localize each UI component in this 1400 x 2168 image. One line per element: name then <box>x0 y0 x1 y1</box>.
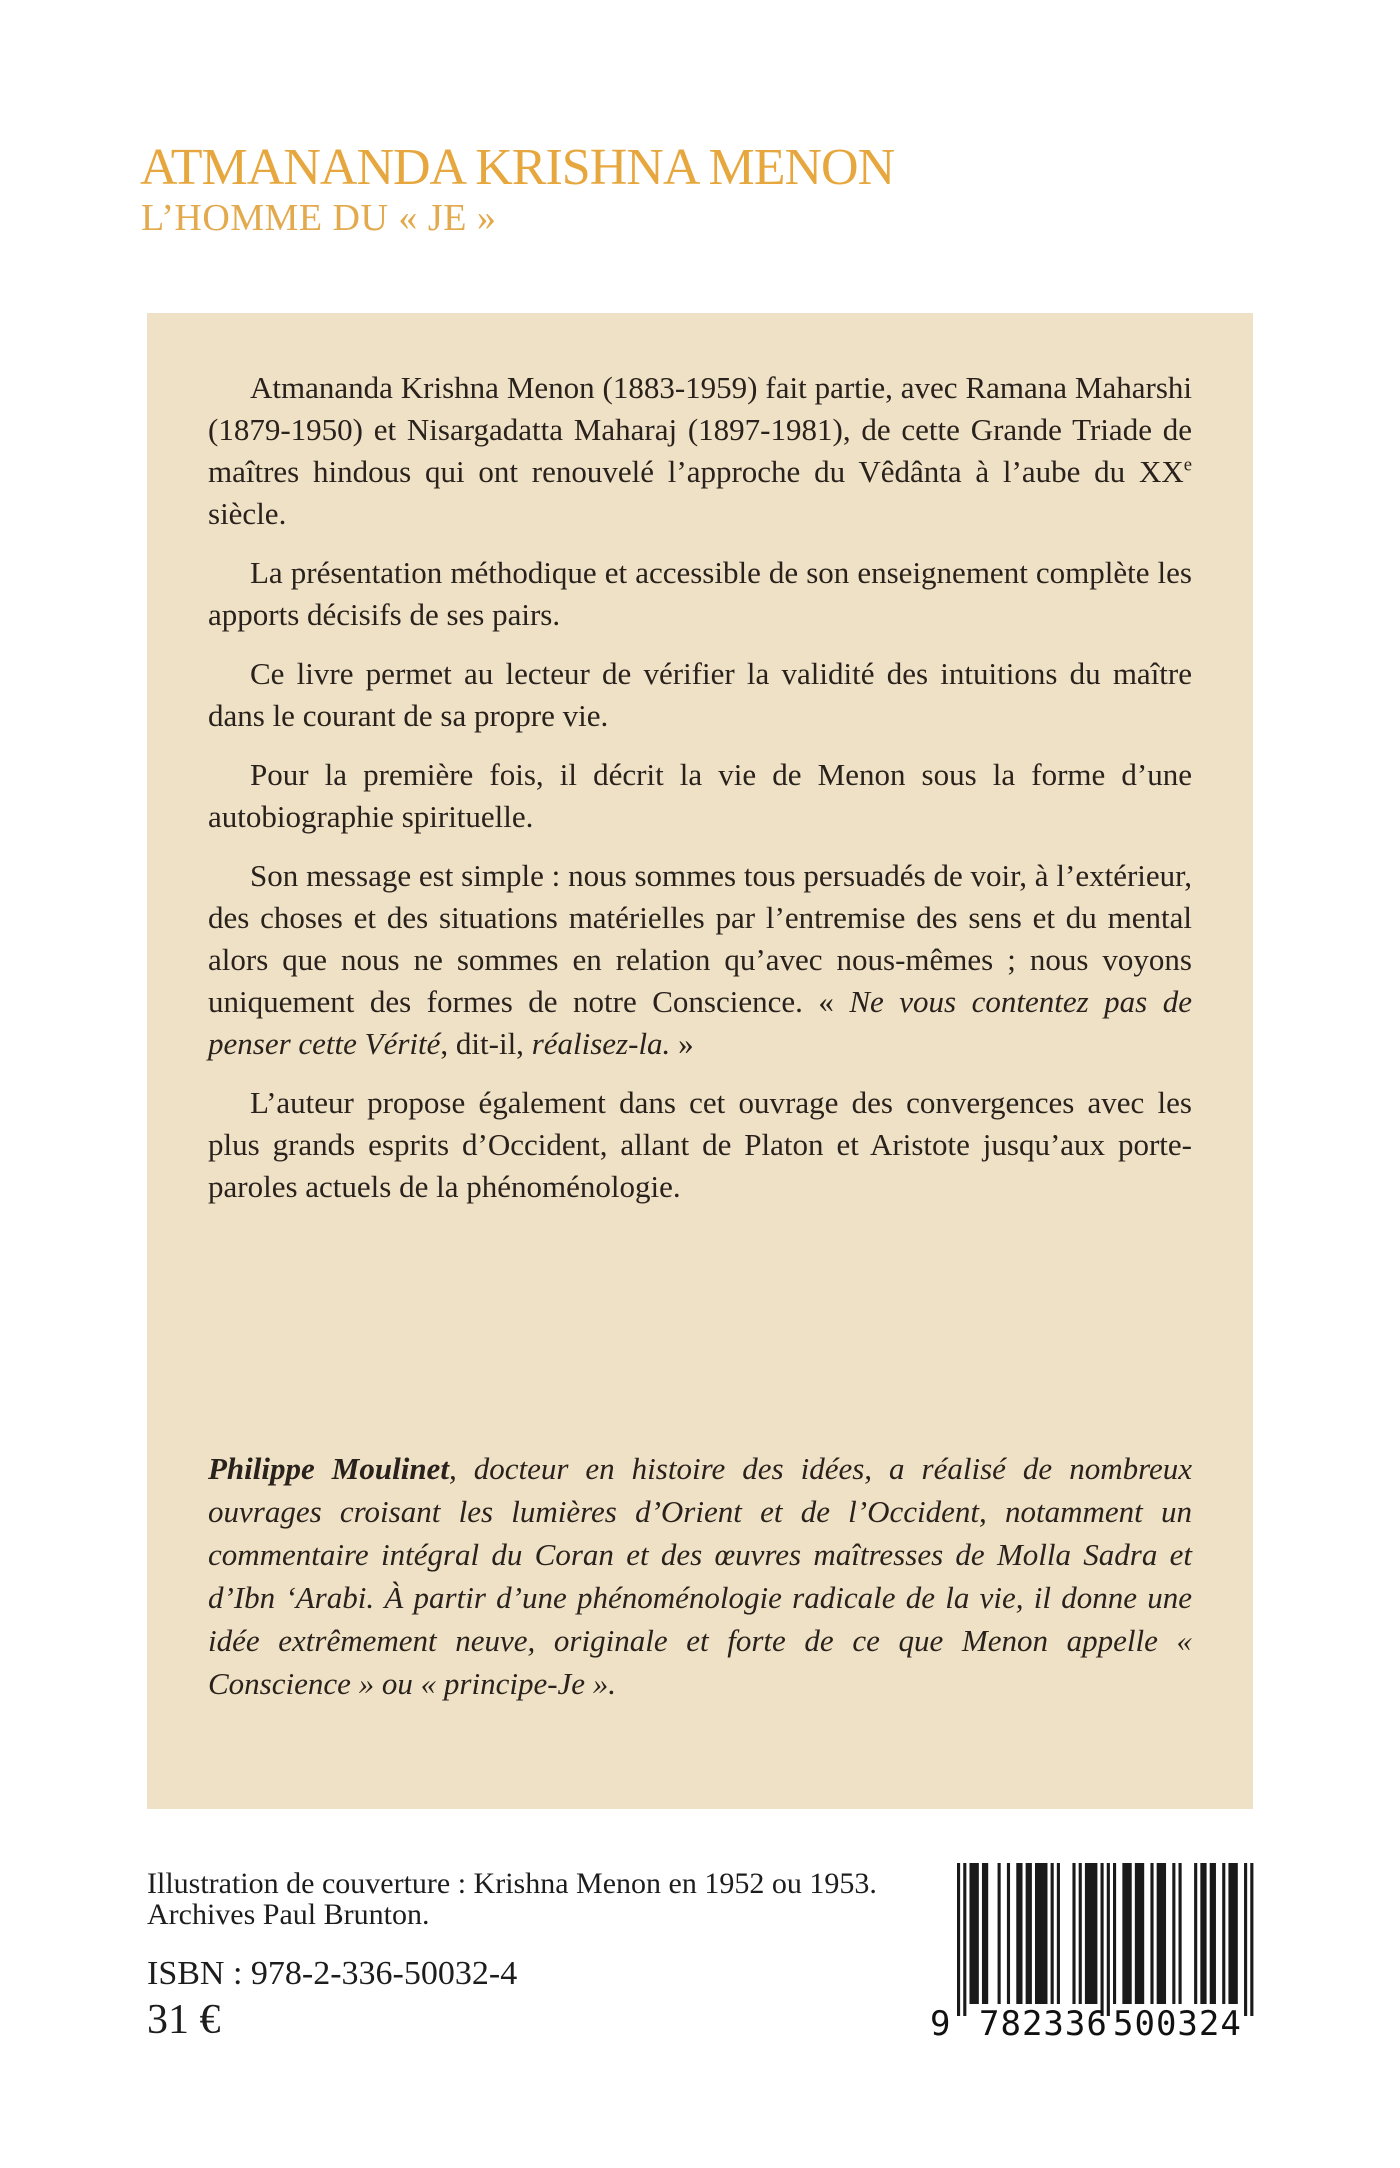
barcode-digit-lead: 9 <box>930 2004 952 2044</box>
book-subtitle: L’HOMME DU « JE » <box>141 197 497 239</box>
credit-line-2: Archives Paul Brunton. <box>147 1898 430 1931</box>
synopsis-paragraph-1 <box>208 367 1192 535</box>
synopsis-paragraph-6: L’auteur propose également dans cet ouvrage des convergences avec les plus grands esprits d’Occident, allant de Platon et Aristote jusqu’aux porte-paroles actuels de la phénoménologie. <box>208 1085 1192 1204</box>
paragraph-text: siècle. <box>208 496 287 531</box>
quote-italic: Ne vous contentez pas de penser cette Vérité <box>208 984 1193 1061</box>
superscript-e: e <box>1183 454 1192 476</box>
isbn-text: ISBN : 978-2-336-50032-4 <box>147 1955 518 1992</box>
book-author-title: ATMANANDA KRISHNA MENON <box>140 139 895 196</box>
barcode-bars <box>930 1860 1265 2020</box>
paragraph-text: » <box>670 1026 694 1061</box>
synopsis-paragraph-5 <box>208 855 1192 1065</box>
barcode-digit-group-1: 782336 <box>979 2004 1108 2044</box>
paragraph-text: Son message est simple : nous sommes tous persuadés de voir, à l’extérieur, des choses et des situations matérielles par l’entremise des sens et du mental alors que nous ne sommes en relation qu’avec nous-mêmes ; nous voyons uniquement des formes de notre Conscience. « <box>208 858 1192 1019</box>
credit-line-1: Illustration de couverture : Krishna Menon en 1952 ou 1953. <box>147 1867 877 1900</box>
synopsis-paragraph-4: Pour la première fois, il décrit la vie de Menon sous la forme d’une autobiographie spirituelle. <box>208 757 1192 834</box>
synopsis-paragraph-2: La présentation méthodique et accessible de son enseignement complète les apports décisifs de ses pairs. <box>208 555 1192 632</box>
synopsis-panel <box>147 313 1253 1809</box>
barcode-digit-group-2: 500324 <box>1113 2004 1242 2044</box>
price-text: 31 € <box>147 1997 221 2043</box>
author-bio-text: , docteur en histoire des idées, a réalisé de nombreux ouvrages croisant les lumières d’Orient et de l’Occident, notamment un commentaire intégral du Coran et des œuvres maîtresses de Molla Sadra et d’Ibn ‘Arabi. À partir d’une phénoménologie radicale de la vie, il donne une idée extrêmement neuve, originale et forte de ce que Menon appelle « Conscience » ou « principe-Je ». <box>208 1451 1193 1701</box>
author-bio <box>208 1447 1192 1705</box>
author-name: Philippe Moulinet <box>208 1451 449 1486</box>
barcode <box>930 1860 1265 2060</box>
synopsis-text <box>208 367 1192 1225</box>
paragraph-text: , dit-il, <box>440 1026 532 1061</box>
paragraph-text: Atmananda Krishna Menon (1883-1959) fait partie, avec Ramana Maharshi (1879-1950) et Nisargadatta Maharaj (1897-1981), de cette Grande Triade de maîtres hindous qui ont renouvelé l’approche du Vêdânta à l’aube du XX <box>208 370 1192 489</box>
quote-italic: réalisez-la. <box>531 1026 671 1061</box>
synopsis-paragraph-3: Ce livre permet au lecteur de vérifier la validité des intuitions du maître dans le courant de sa propre vie. <box>208 656 1192 733</box>
cover-credit <box>147 1868 877 1930</box>
